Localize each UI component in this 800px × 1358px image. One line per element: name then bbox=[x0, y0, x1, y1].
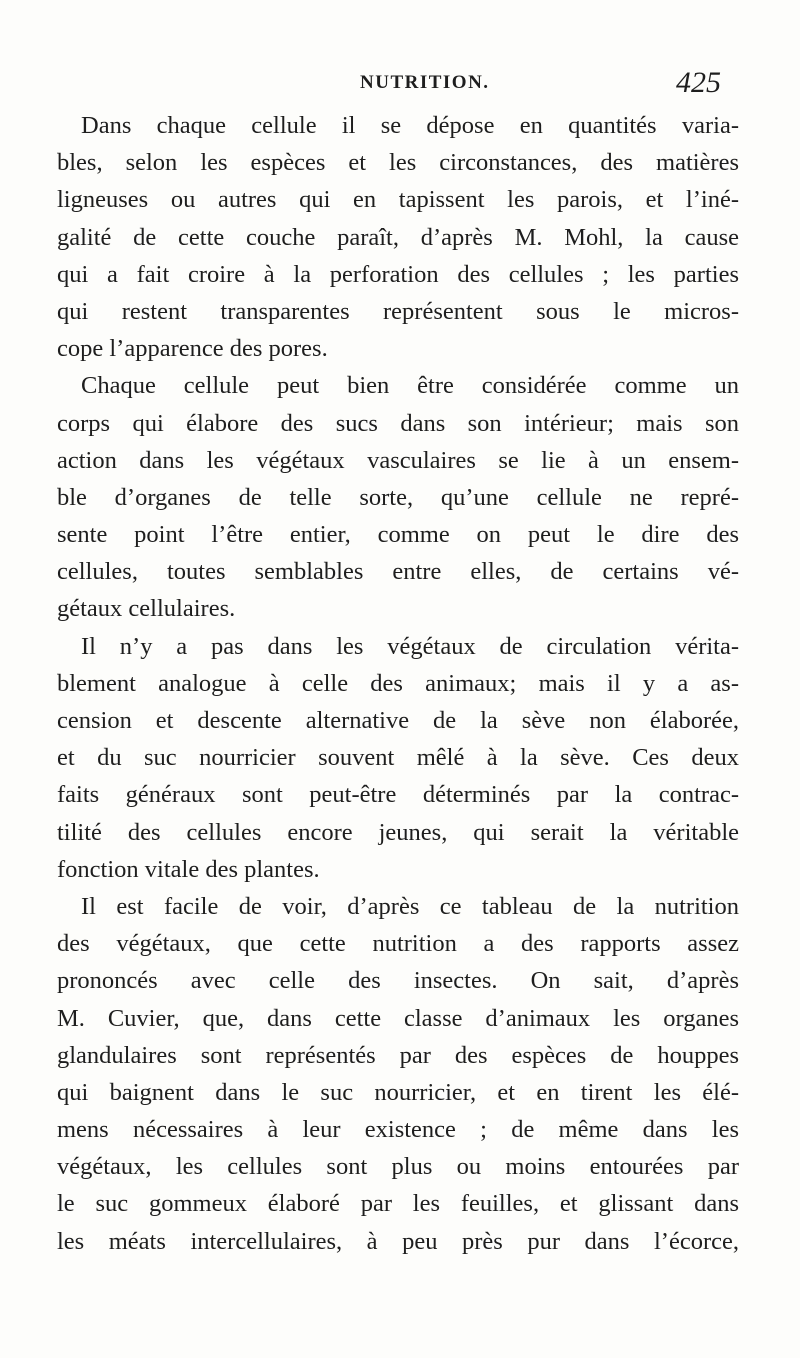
page-header bbox=[0, 66, 800, 106]
text-line: prononcés avec celle des insectes. On sait, d’après bbox=[57, 967, 739, 995]
page-number: 425 bbox=[676, 66, 721, 99]
text-line: bles, selon les espèces et les circonstances, des matières bbox=[57, 149, 739, 177]
text-line: ligneuses ou autres qui en tapissent les parois, et l’iné- bbox=[57, 186, 739, 214]
text-line: M. Cuvier, que, dans cette classe d’animaux les organes bbox=[57, 1004, 739, 1032]
text-line: faits généraux sont peut-être déterminés par la contrac- bbox=[57, 781, 739, 809]
text-line: qui a fait croire à la perforation des cellules ; les parties bbox=[57, 260, 739, 288]
text-line: glandulaires sont représentés par des espèces de houppes bbox=[57, 1041, 739, 1069]
text-line: mens nécessaires à leur existence ; de même dans les bbox=[57, 1116, 739, 1144]
text-line: qui baignent dans le suc nourricier, et en tirent les élé- bbox=[57, 1078, 739, 1106]
text-line: blement analogue à celle des animaux; mais il y a as- bbox=[57, 669, 739, 697]
text-line: le suc gommeux élaboré par les feuilles, et glissant dans bbox=[57, 1190, 739, 1218]
text-line: végétaux, les cellules sont plus ou moins entourées par bbox=[57, 1153, 739, 1181]
text-line: Il est facile de voir, d’après ce tableau de la nutrition bbox=[81, 892, 739, 920]
body-text bbox=[57, 107, 739, 1260]
text-line: les méats intercellulaires, à peu près pur dans l’écorce, bbox=[57, 1227, 739, 1255]
text-line: corps qui élabore des sucs dans son intérieur; mais son bbox=[57, 409, 739, 437]
text-line: tilité des cellules encore jeunes, qui serait la véritable bbox=[57, 818, 739, 846]
text-line: galité de cette couche paraît, d’après M. Mohl, la cause bbox=[57, 223, 739, 251]
text-line: sente point l’être entier, comme on peut le dire des bbox=[57, 521, 739, 549]
text-line: action dans les végétaux vasculaires se lie à un ensem- bbox=[57, 446, 739, 474]
text-line: Dans chaque cellule il se dépose en quantités varia- bbox=[81, 112, 739, 139]
text-line: et du suc nourricier souvent mêlé à la sève. Ces deux bbox=[57, 744, 739, 772]
text-line: des végétaux, que cette nutrition a des rapports assez bbox=[57, 930, 739, 958]
text-line: fonction vitale des plantes. bbox=[57, 855, 320, 883]
text-line: Il n’y a pas dans les végétaux de circulation vérita- bbox=[81, 632, 739, 660]
running-head: NUTRITION. bbox=[360, 72, 490, 93]
text-line: qui restent transparentes représentent sous le micros- bbox=[57, 297, 739, 325]
text-line: Chaque cellule peut bien être considérée comme un bbox=[81, 372, 739, 400]
text-line: gétaux cellulaires. bbox=[57, 595, 236, 623]
text-line: cension et descente alternative de la sève non élaborée, bbox=[57, 707, 739, 734]
text-line: ble d’organes de telle sorte, qu’une cellule ne repré- bbox=[57, 483, 739, 511]
text-line: cope l’apparence des pores. bbox=[57, 335, 328, 363]
text-line: cellules, toutes semblables entre elles, de certains vé- bbox=[57, 558, 739, 586]
